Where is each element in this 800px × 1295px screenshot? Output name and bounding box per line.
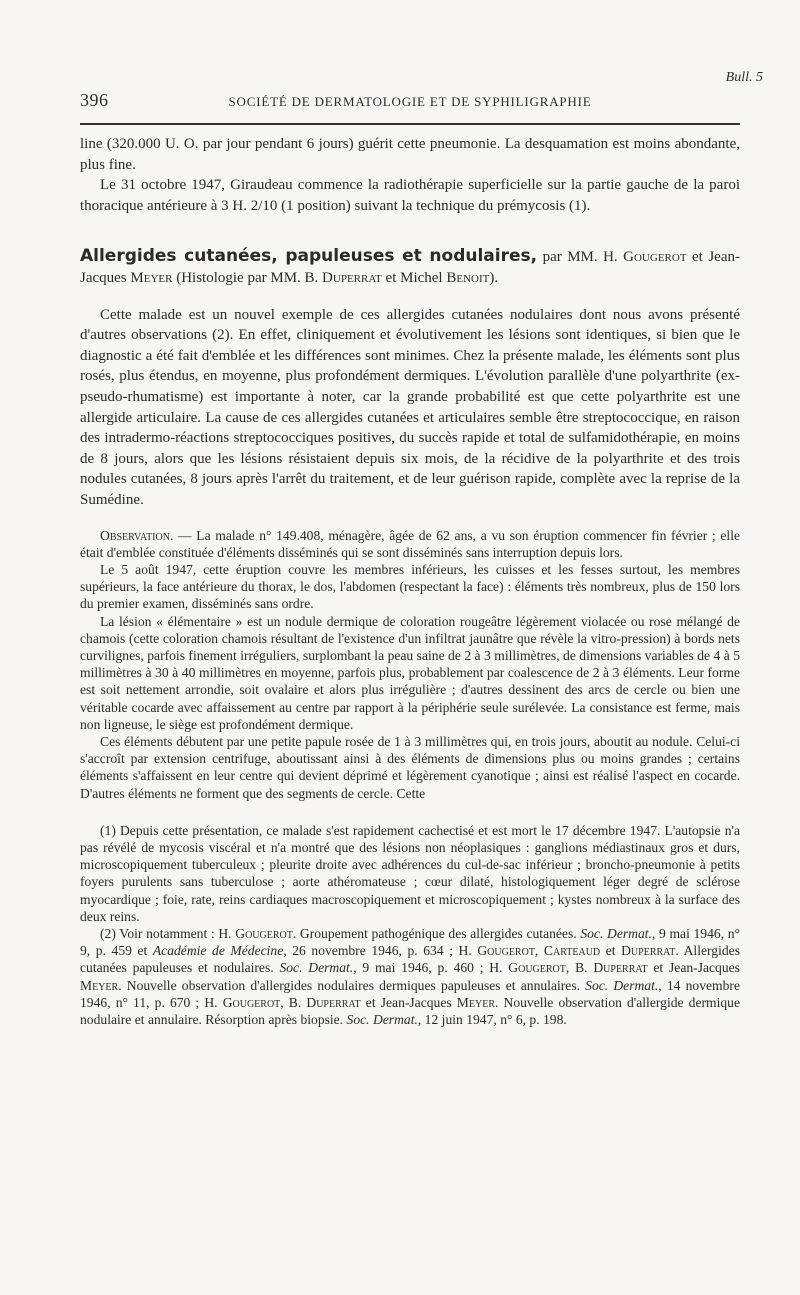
fn-author: Gougerot, Carteaud xyxy=(477,943,601,959)
authors-text: et Jean-Jacques xyxy=(80,249,740,286)
fn-text: , 9 mai 1946, p. 460 ; H. xyxy=(353,960,509,976)
fn-text: . Groupement pathogénique des allergides cutanées. xyxy=(292,925,581,941)
fn-journal: Soc. Dermat. xyxy=(279,960,354,976)
fn-text: , 26 novembre 1946, p. 634 ; H. xyxy=(283,943,478,959)
running-title: SOCIÉTÉ DE DERMATOLOGIE ET DE SYPHILIGRAPHIE xyxy=(228,94,592,109)
author-duperrat: Duperrat xyxy=(322,269,382,286)
authors-text: par MM. H. xyxy=(537,249,624,266)
authors-text: et Michel xyxy=(381,269,447,286)
fn-text: (2) Voir notamment : H. xyxy=(100,925,236,941)
intro-paragraph-1: line (320.000 U. O. par jour pendant 6 jours) guérit cette pneumonie. La desquamation est moins abondante, plus fine. xyxy=(80,136,740,173)
fn-author: Gougerot, B. Duperrat xyxy=(222,994,361,1010)
fn-text: et Jean-Jacques xyxy=(360,994,457,1010)
fn-author: Gougerot, B. Duperrat xyxy=(508,960,648,976)
fn-text: , 14 novembre 1946, n° 11, p. 670 ; H. xyxy=(80,977,740,1010)
page-number: 396 xyxy=(80,90,109,110)
fn-text: et xyxy=(600,943,622,959)
author-gougerot: Gougerot xyxy=(623,249,687,266)
fn-text: , 12 juin 1947, n° 6, p. 198. xyxy=(417,1011,567,1027)
author-meyer: Meyer xyxy=(130,269,173,286)
observation-paragraph-1 xyxy=(80,527,740,561)
fn-text: et Jean-Jacques xyxy=(647,960,740,976)
observation-text: — La malade n° 149.408, ménagère, âgée de 62 ans, a vu son éruption commencer fin février ; elle était d'emblée constituée d'éléments disséminés qui se sont disséminés sans interruption depuis lors. xyxy=(80,527,740,560)
fn-journal: Soc. Dermat. xyxy=(346,1011,418,1027)
observation-section xyxy=(80,527,740,802)
fn-text: . Allergides cutanées papuleuses et nodulaires. xyxy=(80,943,740,976)
bulletin-tag: Bull. 5 xyxy=(725,70,763,85)
authors-text: ). xyxy=(489,269,499,286)
fn-journal: Soc. Dermat. xyxy=(580,925,652,941)
footnotes xyxy=(80,822,740,1028)
intro-paragraph-2: Le 31 octobre 1947, Giraudeau commence la radiothérapie superficielle sur la partie gauche de la paroi thoracique antérieure à 3 H. 2/10 (1 position) suivant la technique du prémycosis (1). xyxy=(80,177,740,214)
fn-author: Meyer xyxy=(456,994,495,1010)
fn-journal: Soc. Dermat. xyxy=(585,977,659,993)
fn-text: , 9 mai 1946, n° 9, p. 459 et xyxy=(80,925,740,959)
observation-paragraph-4: Ces éléments débutent par une petite papule rosée de 1 à 3 millimètres qui, en trois jours, aboutit au nodule. Celui-ci s'accroît par extension centrifuge, aboutissant ainsi à des éléments de dimensions plus ou moins grandes ; certains éléments s'affaissent en leur centre qui devient déprimé et légèrement cyanotique ; ainsi est réalisé l'aspect en cocarde. D'autres éléments ne forment que des segments de cercle. Cette xyxy=(80,733,740,801)
fn-text: . Nouvelle observation d'allergide dermique nodulaire et annulaire. Résorption après biopsie. xyxy=(80,994,740,1027)
article-body: Cette malade est un nouvel exemple de ces allergides cutanées nodulaires dont nous avons présenté d'autres observations (2). En effet, cliniquement et évolutivement les lésions sont identiques, si bien que le diagnostic a été fait d'emblée et les différences sont minimes. Chez la présente malade, les éléments sont plus rosés, plus étendus, en moyenne, plus profondément dermiques. L'évolution parallèle d'une polyarthrite (ex-pseudo-rhumatisme) est importante à noter, car la grande probabilité est que cette polyarthrite est une allergide articulaire. La cause de ces allergides cutanées et articulaires semble être streptococcique, en raison des intradermo-réactions streptococciques positives, du succès rapide et total de sulfamidothérapie, en moins de 8 jours, alors que les lésions résistaient depuis six mois, de la récidive de la polyarthrite et des trois nodules cutanées, 8 jours après l'arrêt du traitement, et de leur guérison rapide, complète avec la reprise de la Sumédine. xyxy=(80,306,740,508)
fn-journal: Académie de Médecine xyxy=(152,943,284,959)
page-header xyxy=(80,90,740,112)
observation-paragraph-3: La lésion « élémentaire » est un nodule dermique de coloration rougeâtre légèrement violacée ou rose mélangé de chamois (cette coloration chamois résultant de l'existence d'un infiltrat jaunâtre que révèle la vitro-pression) à bords nets curvilignes, parfois finement irréguliers, surplombant la peau saine de 2 à 3 millimètres, de dimensions variables de 4 à 5 millimètres à 30 à 40 millimètres en moyenne, parfois plus, probablement par coalescence de 2 à 3 éléments. Leur forme est soit nettement arrondie, soit ovalaire et alors plus irrégulière ; d'autres dessinent des arcs de cercle ou bien une véritable cocarde avec affaissement au centre par rapport à la périphérie seule surélevée. La consistance est ferme, mais non ligneuse, le siège est profondément dermique. xyxy=(80,613,740,732)
observation-label: Observation. xyxy=(100,527,174,543)
page-body xyxy=(80,134,740,1028)
article-heading xyxy=(80,246,740,288)
fn-author: Meyer xyxy=(80,977,119,993)
footnote-2 xyxy=(80,925,740,1028)
fn-author: Duperrat xyxy=(621,943,676,959)
authors-text: (Histologie par MM. B. xyxy=(172,269,323,286)
article-title: Allergides cutanées, papuleuses et nodulaires, xyxy=(80,246,538,267)
header-rule xyxy=(80,123,740,125)
author-benoit: Benoit xyxy=(446,269,490,286)
fn-text: . Nouvelle observation d'allergides nodulaires dermiques papuleuses et annulaires. xyxy=(118,977,586,993)
footnote-1: (1) Depuis cette présentation, ce malade s'est rapidement cachectisé et est mort le 17 décembre 1947. L'autopsie n'a pas révélé de mycosis viscéral et n'a montré que des lésions non néoplasiques : ganglions médiastinaux gros et durs, microscopiquement tuberculeux ; pleurite droite avec adhérences du cul-de-sac inférieur ; broncho-pneumonie à petits foyers purulents sans tuberculose ; aorte athéromateuse ; cœur dilaté, histologiquement léger degré de sclérose myocardique ; foie, rate, reins cardiaques macroscopiquement et microscopiquement ; kystes nombreux à la surface des deux reins. xyxy=(80,822,740,924)
fn-author: Gougerot xyxy=(235,925,293,941)
observation-paragraph-2: Le 5 août 1947, cette éruption couvre les membres inférieurs, les cuisses et les fesses surtout, les membres supérieurs, la face antérieure du thorax, le dos, l'abdomen (respectant la face) : éléments très nombreux, plus de 150 lors du premier examen, disséminés sans ordre. xyxy=(80,561,740,612)
